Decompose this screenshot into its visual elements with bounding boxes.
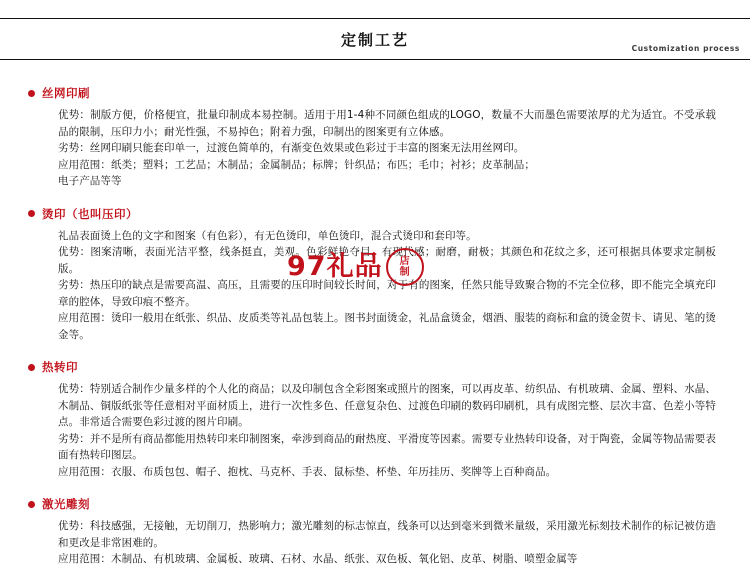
paragraph: 应用范围：木制品、有机玻璃、金属板、玻璃、石材、水晶、纸张、双色板、氧化铝、皮革、树脂、喷塑金属等 <box>58 553 578 565</box>
bullet-icon <box>28 90 35 97</box>
section-heading <box>28 497 732 511</box>
section-hot-stamping <box>18 207 732 344</box>
section-body <box>58 228 716 344</box>
paragraph: 优势：科技感强，无接触，无切削刀，热影响力；激光雕刻的标志惊直，线条可以达到毫米到微米量级，采用激光标刻技术制作的标记被仿造和更改是非常困难的。 <box>58 520 716 549</box>
watermark-seal-line1: 店 <box>399 256 410 267</box>
header-top-rule <box>0 18 750 19</box>
document-header <box>0 0 750 62</box>
section-thermal-transfer <box>18 360 732 480</box>
section-body <box>58 381 716 480</box>
section-body <box>58 107 716 190</box>
paragraph: 优势：特别适合制作少量多样的个人化的商品；以及印制包含全彩图案或照片的图案，可以再皮革、纺织品、有机玻璃、金属、塑料、水晶、木制品、铜版纸张等任意相对平面材质上，进行一次性多色、任意复杂色、过渡色印刷的数码印刷机，具有成图完整、层次丰富、色差小等特点。非常适合需要色彩过渡的图片印刷。 <box>58 383 716 428</box>
paragraph: 应用范围：衣服、布质包包、帽子、抱枕、马克杯、手表、鼠标垫、杯垫、年历挂历、奖牌等上百种商品。 <box>58 465 557 478</box>
paragraph: 应用范围：烫印一般用在纸张、织品、皮质类等礼品包装上。图书封面烫金，礼品盒烫金，烟酒、服装的商标和盒的烫金贺卡、请见、笔的烫金等。 <box>58 312 716 341</box>
section-body <box>58 518 716 568</box>
bullet-icon <box>28 364 35 371</box>
section-silkscreen <box>18 86 732 190</box>
bullet-icon <box>28 210 35 217</box>
section-title: 激光雕刻 <box>42 497 90 511</box>
paragraph: 优势：图案清晰，表面光洁平整，线条挺直，美观。色彩鲜艳夺目，有现代感；耐磨，耐极；其颜色和花纹之多，还可根据具体要求定制板版。 <box>58 246 716 275</box>
paragraph: 劣势：并不是所有商品都能用热转印来印制图案，牵涉到商品的耐热度、平滑度等因素。需要专业热转印设备，对于陶瓷，金属等物品需要表面有热转印图层。 <box>58 432 716 461</box>
bullet-icon <box>28 501 35 508</box>
section-title: 热转印 <box>42 360 78 374</box>
section-heading <box>28 86 732 100</box>
paragraph: 电子产品等等 <box>58 175 122 187</box>
document-content <box>0 62 750 568</box>
watermark-seal-line2: 制 <box>399 267 410 278</box>
page-subtitle: Customization process <box>631 44 740 53</box>
paragraph: 礼品表面烫上色的文字和图案（有色彩），有无色烫印，单色烫印，混合式烫印和套印等。 <box>58 229 477 242</box>
page-title: 定制工艺 <box>340 31 409 49</box>
paragraph: 劣势：热压印的缺点是需要高温、高压，且需要的压印时间较长时间，对于有的图案，任然只能导致聚合物的不完全位移，即不能完全填充印章的腔体，导致印痕不整齐。 <box>58 279 716 308</box>
section-title: 丝网印刷 <box>42 86 90 100</box>
section-heading <box>28 360 732 374</box>
section-heading <box>28 207 732 221</box>
paragraph: 应用范围：纸类；塑料；工艺品；木制品；金属制品；标牌；针织品；布匹；毛巾；衬衫；皮革制品； <box>58 158 535 171</box>
section-title: 烫印（也叫压印） <box>42 206 138 221</box>
paragraph: 劣势：丝网印刷只能套印单一，过渡色简单的，有渐变色效果或色彩过于丰富的图案无法用丝网印。 <box>58 142 525 154</box>
section-laser-engraving <box>18 497 732 568</box>
watermark-text: 97礼品 <box>287 251 383 282</box>
paragraph: 优势：制版方便，价格便宜，批量印制成本易控制。适用于用1-4种不同颜色组成的LOGO，数量不大而墨色需要浓厚的尤为适宜。不受承载品的限制，压印力小；耐光性强，不易掉色；附着力强，印制出的图案更有立体感。 <box>58 109 716 138</box>
header-bottom-rule <box>0 59 750 60</box>
